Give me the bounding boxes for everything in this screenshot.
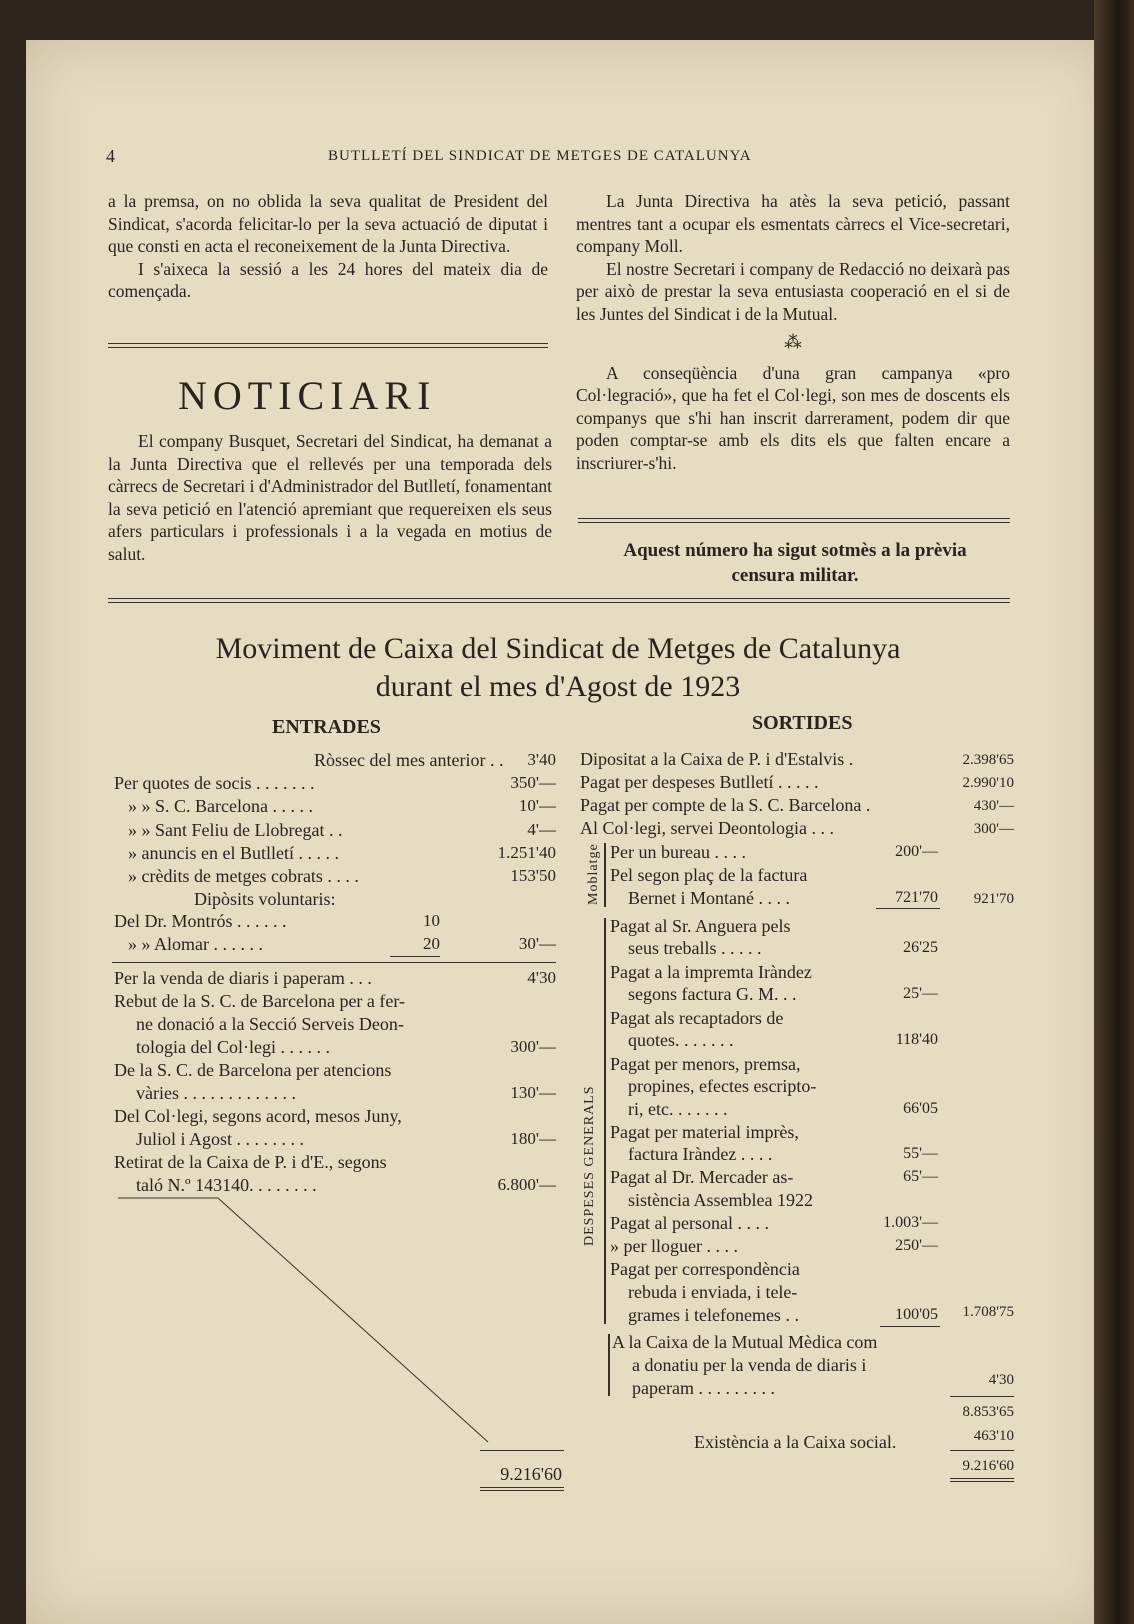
total-double-rule <box>950 1478 1014 1482</box>
entrada-amount: 130'— <box>510 1083 556 1102</box>
general-expense-label: Pagat a la impremta Iràndez <box>610 962 812 982</box>
entrada-label: Ròssec del mes anterior . . <box>314 750 504 770</box>
sortida-label: Al Col·legi, servei Deontologia . . . <box>580 818 834 838</box>
general-expense-label: ri, etc. . . . . . . <box>628 1099 728 1119</box>
entrada-label: » crèdits de metges cobrats . . . . <box>128 866 359 886</box>
entrada-label: Retirat de la Caixa de P. i d'E., segons <box>114 1152 387 1172</box>
paragraph: I s'aixeca la sessió a les 24 hores del mateix dia de començada. <box>108 258 548 301</box>
paragraph: La Junta Directiva ha atès la seva petició, passant mentres tant a ocupar els esmentats càrrecs el Vice-secretari, company Moll. <box>576 191 1010 256</box>
general-expense-label: Pagat al personal . . . . <box>610 1213 769 1233</box>
general-expense-label: propines, efectes escripto- <box>628 1076 817 1096</box>
entrada-label: Dipòsits voluntaris: <box>194 889 336 909</box>
subtotal-rule <box>880 1326 940 1327</box>
right-column-top <box>576 190 1010 474</box>
moblatge-label: Moblatge <box>586 843 601 905</box>
mutual-brace <box>608 1334 610 1396</box>
entrada-amount: 300'— <box>510 1037 556 1056</box>
cancel-line <box>108 1194 508 1454</box>
general-expense-label: Pagat per material imprès, <box>610 1122 799 1142</box>
divider <box>108 598 1010 603</box>
page-number: 4 <box>106 146 115 166</box>
sortida-label: Dipositat a la Caixa de P. i d'Estalvis . <box>580 749 854 769</box>
sortida-amount: 430'— <box>973 798 1014 814</box>
entrada-label: Del Col·legi, segons acord, mesos Juny, <box>114 1106 402 1126</box>
entrades-total: 9.216'60 <box>500 1464 562 1484</box>
paragraph: El company Busquet, Secretari del Sindicat, ha demanat a la Junta Directiva que el rellevés per una temporada dels càrrecs de Secretari i d'Administrador del Butlletí, fonamentant la seva petició en l'atenció apremiant que requereixen els seus afers particulars i professionals i a la vegada en motius de salut. <box>108 431 552 564</box>
censorship-line: Aquest número ha sigut sotmès a la prèvia <box>623 540 967 561</box>
general-expense-label: sistència Assemblea 1922 <box>628 1190 813 1210</box>
general-expense-amount: 250'— <box>895 1237 938 1254</box>
entrada-amount: 4'— <box>527 820 556 839</box>
despeses-generals-brace <box>604 918 606 1324</box>
sortida-amount: 2.990'10 <box>962 775 1014 791</box>
entrada-amount: 3'40 <box>527 750 556 769</box>
entrada-label: Rebut de la S. C. de Barcelona per a fer- <box>114 991 406 1011</box>
entrada-label: » » S. C. Barcelona . . . . . <box>128 796 313 816</box>
mutual-label: a donatiu per la venda de diaris i <box>632 1355 867 1375</box>
general-expense-amount: 25'— <box>903 985 938 1002</box>
subtotal-rule <box>876 908 940 909</box>
general-expense-label: » per lloguer . . . . <box>610 1236 738 1256</box>
generals-total: 1.708'75 <box>962 1304 1014 1320</box>
general-expense-amount: 65'— <box>903 1168 938 1185</box>
censorship-line: censura militar. <box>731 565 859 586</box>
entrada-label: » » Sant Feliu de Llobregat . . <box>128 820 343 840</box>
entrada-subamount: 20 <box>423 934 440 953</box>
entrada-label: taló N.º 143140. . . . . . . . <box>136 1175 317 1195</box>
total-double-rule <box>480 1487 564 1491</box>
general-expense-label: Pagat al Sr. Anguera pels <box>610 916 791 936</box>
general-expense-label: Pagat als recaptadors de <box>610 1008 784 1028</box>
moblatge-label: Per un bureau . . . . <box>610 842 746 862</box>
moblatge-amount: 921'70 <box>973 891 1014 907</box>
entrada-amount: 4'30 <box>527 968 556 987</box>
sortides-total: 9.216'60 <box>962 1458 1014 1474</box>
entrada-amount: 350'— <box>510 773 556 792</box>
general-expense-amount: 26'25 <box>903 939 938 956</box>
existencia-amount: 463'10 <box>973 1428 1014 1444</box>
cash-movement-title: Moviment de Caixa del Sindicat de Metges de Catalunya <box>215 632 901 665</box>
mutual-label: paperam . . . . . . . . . <box>632 1378 775 1398</box>
cash-movement-subtitle: durant el mes d'Agost de 1923 <box>375 670 741 703</box>
entrada-amount: 1.251'40 <box>497 843 556 862</box>
moblatge-subamount: 721'70 <box>895 889 938 906</box>
general-expense-label: Pagat al Dr. Mercader as- <box>610 1167 794 1187</box>
general-expense-label: Pagat per menors, premsa, <box>610 1054 801 1074</box>
entrada-amount: 6.800'— <box>497 1175 556 1194</box>
general-expense-label: seus treballs . . . . . <box>628 938 762 958</box>
entrada-amount: 153'50 <box>510 866 556 885</box>
noticiari-body <box>108 430 552 565</box>
general-expense-label: Pagat per correspondència <box>610 1259 800 1279</box>
moblatge-label: Pel segon plaç de la factura <box>610 865 808 885</box>
entrada-label: ne donació a la Secció Serveis Deon- <box>136 1014 404 1034</box>
general-expense-label: grames i telefonemes . . <box>628 1305 799 1325</box>
divider <box>578 518 1010 523</box>
entrada-label: vàries . . . . . . . . . . . . . <box>136 1083 296 1103</box>
mutual-label: A la Caixa de la Mutual Mèdica com <box>612 1332 878 1352</box>
book-spine <box>1094 0 1134 1624</box>
general-expense-label: quotes. . . . . . . <box>628 1030 734 1050</box>
paragraph: El nostre Secretari i company de Redacció no deixarà pas per això de prestar la seva entusiasta cooperació en el si de les Juntes del Sindicat i de la Mutual. <box>576 258 1010 324</box>
sortida-amount: 300'— <box>973 821 1014 837</box>
subtotal-rule <box>390 956 440 957</box>
moblatge-brace <box>604 843 606 907</box>
general-expense-amount: 118'40 <box>895 1031 938 1048</box>
general-expense-label: factura Iràndez . . . . <box>628 1144 773 1164</box>
entrada-label: tologia del Col·legi . . . . . . <box>136 1037 330 1057</box>
noticiari-title: NOTICIARI <box>178 373 437 418</box>
section-rule <box>112 962 556 963</box>
general-expense-amount: 100'05 <box>895 1306 938 1323</box>
censorship-notice <box>578 538 1012 588</box>
general-expense-amount: 55'— <box>903 1145 938 1162</box>
subtotal-rule <box>950 1396 1014 1397</box>
general-expense-label: rebuda i enviada, i tele- <box>628 1282 798 1302</box>
paragraph: A conseqüència d'una gran campanya «pro Col·legració», que ha fet el Col·legi, son mes de doscents els companys que s'hi han inscrit darrerament, podem dir que poden comptar-se amb els dits els que falten encare a inscriurer-s'hi. <box>576 362 1010 473</box>
general-expense-amount: 66'05 <box>903 1100 938 1117</box>
sortida-label: Pagat per despeses Butlletí . . . . . <box>580 772 819 792</box>
entrada-label: Del Dr. Montrós . . . . . . <box>114 911 287 931</box>
entrada-label: Per quotes de socis . . . . . . . <box>114 773 315 793</box>
sortida-label: Pagat per compte de la S. C. Barcelona . <box>580 795 871 815</box>
total-rule <box>950 1450 1014 1451</box>
entrada-label: » anuncis en el Butlletí . . . . . <box>128 843 339 863</box>
paragraph: a la premsa, on no oblida la seva qualitat de President del Sindicat, s'acorda felicitar-lo per la seva actuació de diputat i que consti en acta el reconeixement de la Junta Directiva. <box>108 191 548 256</box>
sortida-amount: 2.398'65 <box>962 752 1014 768</box>
general-expense-label: segons factura G. M. . . <box>628 984 797 1004</box>
entrada-label: Per la venda de diaris i paperam . . . <box>114 968 372 988</box>
entrada-label: De la S. C. de Barcelona per atencions <box>114 1060 392 1080</box>
entrada-amount: 30'— <box>518 934 556 953</box>
entrada-label: Juliol i Agost . . . . . . . . <box>136 1129 305 1149</box>
sortides-heading: SORTIDES <box>752 712 853 734</box>
entrada-subamount: 10 <box>423 911 440 930</box>
mutual-amount: 4'30 <box>988 1372 1014 1388</box>
general-expense-amount: 1.003'— <box>883 1214 938 1231</box>
despeses-generals-label: DESPESES GENERALS <box>582 1085 597 1246</box>
entrades-heading: ENTRADES <box>272 716 381 738</box>
separator-stars: ⁂ <box>784 332 802 352</box>
moblatge-subamount: 200'— <box>895 843 938 860</box>
moblatge-label: Bernet i Montané . . . . <box>628 888 790 908</box>
entrada-amount: 10'— <box>518 796 556 815</box>
entrada-amount: 180'— <box>510 1129 556 1148</box>
entrada-label: » » Alomar . . . . . . <box>128 934 263 954</box>
running-title: BUTLLETÍ DEL SINDICAT DE METGES DE CATALUNYA <box>328 148 752 164</box>
left-column-top <box>108 190 548 303</box>
divider <box>108 343 548 348</box>
existencia-label: Existència a la Caixa social. <box>694 1432 897 1452</box>
subtotal-amount: 8.853'65 <box>962 1404 1014 1420</box>
